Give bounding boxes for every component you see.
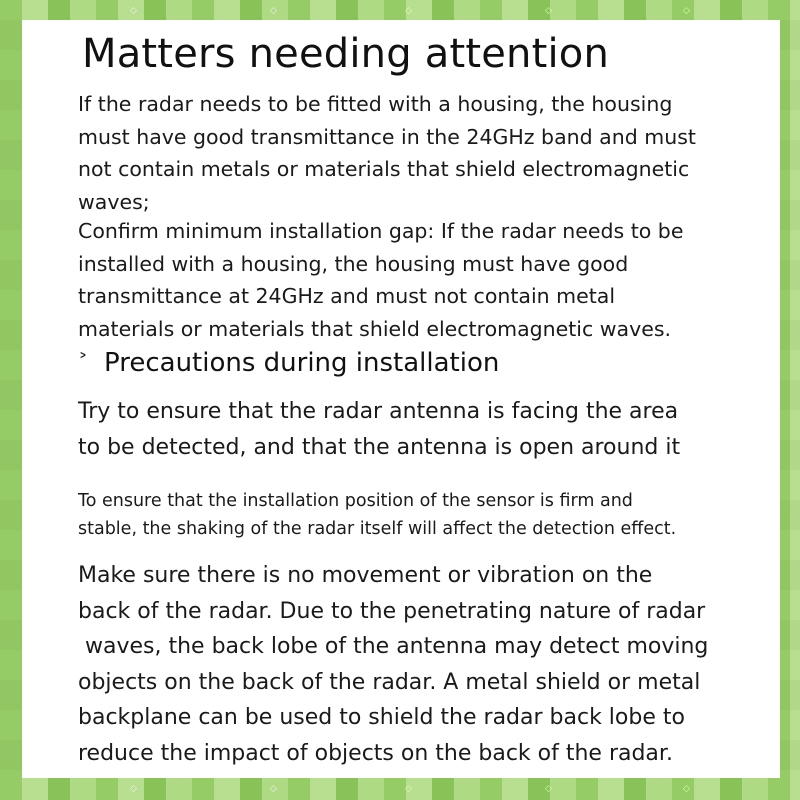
paragraph-line: installed with a housing, the housing must have good [78,251,629,276]
paragraph-line: reduce the impact of objects on the back of the radar. [78,740,673,766]
paragraph-line: waves; [78,189,150,214]
watermark-glyph: ◇ [405,784,412,794]
paragraph-line: materials or materials that shield electromagnetic waves. [78,316,672,341]
paragraph-line: backplane can be used to shield the radar back lobe to [78,705,685,730]
paragraph-line: To ensure that the installation position of the sensor is firm and [78,491,633,511]
paragraph-line: objects on the back of the radar. A metal shield or metal [78,669,701,695]
paragraph-line: Try to ensure that the radar antenna is facing the area [78,399,679,424]
paragraph-line: Make sure there is no movement or vibration on the [78,563,653,588]
installation-gap-paragraph [78,215,683,345]
watermark-glyph: ◇ [405,6,412,16]
paragraph-line: Confirm minimum installation gap: If the radar needs to be [78,219,684,243]
paragraph-line: waves, the back lobe of the antenna may detect moving [78,634,709,659]
section-subheading [78,348,499,378]
paragraph-line: back of the radar. Due to the penetrating nature of radar [78,598,706,624]
watermark-glyph: ◇ [270,784,277,794]
paragraph-line: transmittance at 24GHz and must not contain metal [78,284,616,308]
content-panel [22,20,780,778]
page-title: Matters needing attention [82,31,609,77]
watermark-glyph: ◇ [683,6,690,16]
paragraph-line: If the radar needs to be fitted with a housing, the housing [78,92,673,116]
watermark-glyph: ◇ [130,784,137,794]
watermark-glyph: ◇ [130,6,137,16]
paragraph-line: not contain metals or materials that shield electromagnetic [78,157,690,181]
subheading-text: Precautions during installation [104,348,500,378]
tick-mark-icon: ˃ [78,350,88,374]
firm-position-paragraph [78,487,676,543]
watermark-glyph: ◇ [545,784,552,794]
watermark-glyph: ◇ [683,784,690,794]
paragraph-line: to be detected, and that the antenna is open around it [78,435,681,460]
housing-transmittance-paragraph [78,88,696,218]
antenna-facing-paragraph [78,394,680,466]
watermark-glyph: ◇ [545,6,552,16]
paragraph-line: stable, the shaking of the radar itself will affect the detection effect. [78,519,677,539]
watermark-glyph: ◇ [270,6,277,16]
back-lobe-paragraph [78,558,708,771]
paragraph-line: must have good transmittance in the 24GHz band and must [78,124,696,149]
